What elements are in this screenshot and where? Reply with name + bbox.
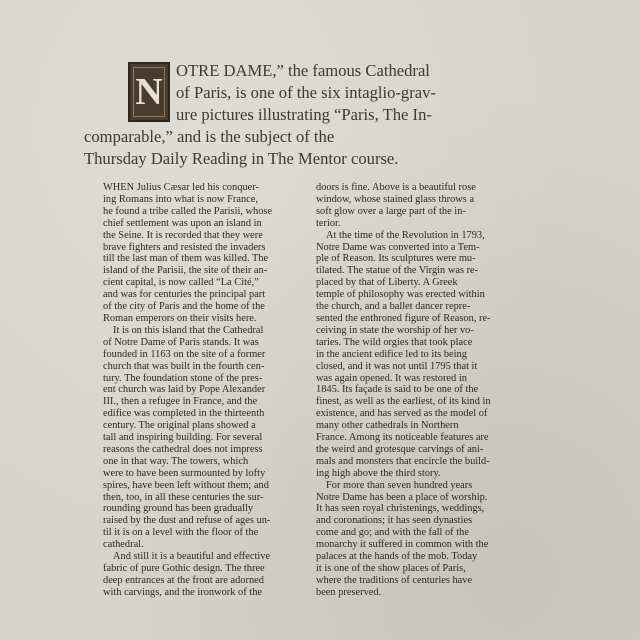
text-line: ceiving in state the worship of her vo-: [316, 324, 474, 336]
text-line: brave fighters and resisted the invaders: [103, 241, 266, 253]
text-line: finest, as well as the earliest, of its kind in: [316, 396, 491, 408]
text-line: til it is on a level with the floor of the: [103, 527, 259, 539]
text-line: been preserved.: [316, 586, 382, 598]
text-line: It has seen royal christenings, weddings,: [316, 503, 485, 515]
text-line: tall and inspiring building. For several: [103, 432, 263, 444]
text-line: 1845. Its façade is said to be one of the: [316, 384, 479, 396]
text-line: monarchy it suffered in common with the: [316, 539, 489, 551]
text-line: Roman emperors on their visits here.: [103, 312, 257, 324]
text-line: cathedral.: [103, 539, 144, 551]
text-line: of Notre Dame of Paris stands. It was: [103, 336, 259, 348]
text-line: in the ancient edifice led to its being: [316, 348, 467, 360]
intro-line: comparable,” and is the subject of the: [84, 127, 335, 146]
text-line: many other cathedrals in Northern: [316, 420, 459, 432]
text-line: it is one of the show places of Paris,: [316, 563, 466, 574]
text-line: of the city of Paris and the home of the: [103, 301, 265, 313]
text-line: existence, and has served as the model of: [316, 408, 488, 420]
text-line: ent church was laid by Pope Alexander: [103, 384, 266, 396]
text-line: window, whose stained glass throws a: [316, 193, 475, 205]
text-line: where the traditions of centuries have: [316, 574, 473, 586]
text-line: chief settlement was upon an island in: [103, 217, 262, 229]
text-line: palaces at the hands of the mob. Today: [316, 551, 478, 563]
text-line: the weird and grotesque carvings of ani-: [316, 443, 484, 455]
text-line: deep entrances at the front are adorned: [103, 574, 264, 586]
text-line: tilated. The statue of the Virgin was re-: [316, 265, 479, 277]
text-line: At the time of the Revolution in 1793,: [326, 229, 485, 241]
text-line: tury. The foundation stone of the pres-: [103, 372, 263, 384]
text-line: ing high above the third story.: [316, 467, 441, 479]
text-line: Notre Dame has been a place of worship.: [316, 491, 488, 503]
text-line: church that was built in the fourth cen-: [103, 360, 265, 372]
text-line: reasons the cathedral does not impress: [103, 443, 263, 455]
intro-line: Thursday Daily Reading in The Mentor course.: [84, 149, 399, 168]
text-line: raised by the dust and refuse of ages un-: [103, 515, 271, 527]
text-line: closed, and it was not until 1795 that it: [316, 360, 478, 372]
text-line: III., then a refugee in France, and the: [103, 396, 258, 408]
text-line: taries. The wild orgies that took place: [316, 336, 473, 348]
text-line: he found a tribe called the Parisii, whose: [103, 205, 273, 217]
text-line: For more than seven hundred years: [326, 479, 473, 491]
intro-line: ure pictures illustrating “Paris, The In-: [176, 105, 432, 124]
text-line: And still it is a beautiful and effective: [113, 551, 271, 563]
text-line: till the last man of them was killed. The: [103, 253, 269, 265]
text-line: the Seine. It is recorded that they were: [103, 229, 263, 241]
intro-line: OTRE DAME,” the famous Cathedral: [176, 61, 430, 80]
intro-line: of Paris, is one of the six intaglio-grav-: [176, 83, 436, 102]
text-line: century. The original plans showed a: [103, 420, 256, 432]
text-line: cient capital, is now called “La Cité,”: [103, 277, 259, 289]
text-line: Notre Dame was converted into a Tem-: [316, 241, 480, 253]
right-column: [316, 182, 526, 599]
text-line: WHEN Julius Cæsar led his conquer-: [103, 182, 259, 193]
intro-paragraph: [84, 60, 500, 170]
text-line: was again opened. It was restored in: [316, 372, 467, 384]
text-line: edifice was completed in the thirteenth: [103, 408, 265, 420]
decorated-initial: [128, 62, 170, 122]
text-line: island of the Parisii, the site of their an-: [103, 265, 268, 277]
initial-letter: N: [135, 71, 163, 113]
text-line: temple of philosophy was erected within: [316, 289, 485, 301]
text-line: mals and monsters that encircle the build-: [316, 455, 490, 467]
text-line: one in that way. The towers, which: [103, 455, 249, 467]
text-line: founded in 1163 on the site of a former: [103, 348, 266, 360]
text-line: spires, have been left without them; and: [103, 479, 269, 491]
text-line: terior.: [316, 217, 341, 229]
text-line: then, too, in all these centuries the sur-: [103, 491, 264, 503]
text-line: France. Among its noticeable features are: [316, 432, 489, 444]
text-line: and coronations; it has seen dynasties: [316, 515, 473, 527]
text-line: ing Romans into what is now France,: [103, 193, 258, 205]
text-line: were to have been surmounted by lofty: [103, 467, 266, 479]
text-line: the church, and a ballet dancer repre-: [316, 301, 471, 313]
text-line: and was for centuries the principal part: [103, 289, 266, 301]
text-line: It is on this island that the Cathedral: [113, 324, 264, 336]
text-line: placed by that of Liberty. A Greek: [316, 277, 458, 289]
left-column: [103, 182, 313, 599]
text-line: fabric of pure Gothic design. The three: [103, 563, 265, 574]
text-line: rounding ground has been gradually: [103, 503, 254, 515]
text-line: ple of Reason. Its sculptures were mu-: [316, 253, 476, 265]
text-line: sented the enthroned figure of Reason, re-: [316, 312, 491, 324]
text-line: doors is fine. Above is a beautiful rose: [316, 182, 476, 193]
text-line: come and go; and with the fall of the: [316, 527, 469, 539]
text-line: with carvings, and the ironwork of the: [103, 586, 262, 598]
text-line: soft glow over a large part of the in-: [316, 205, 466, 217]
